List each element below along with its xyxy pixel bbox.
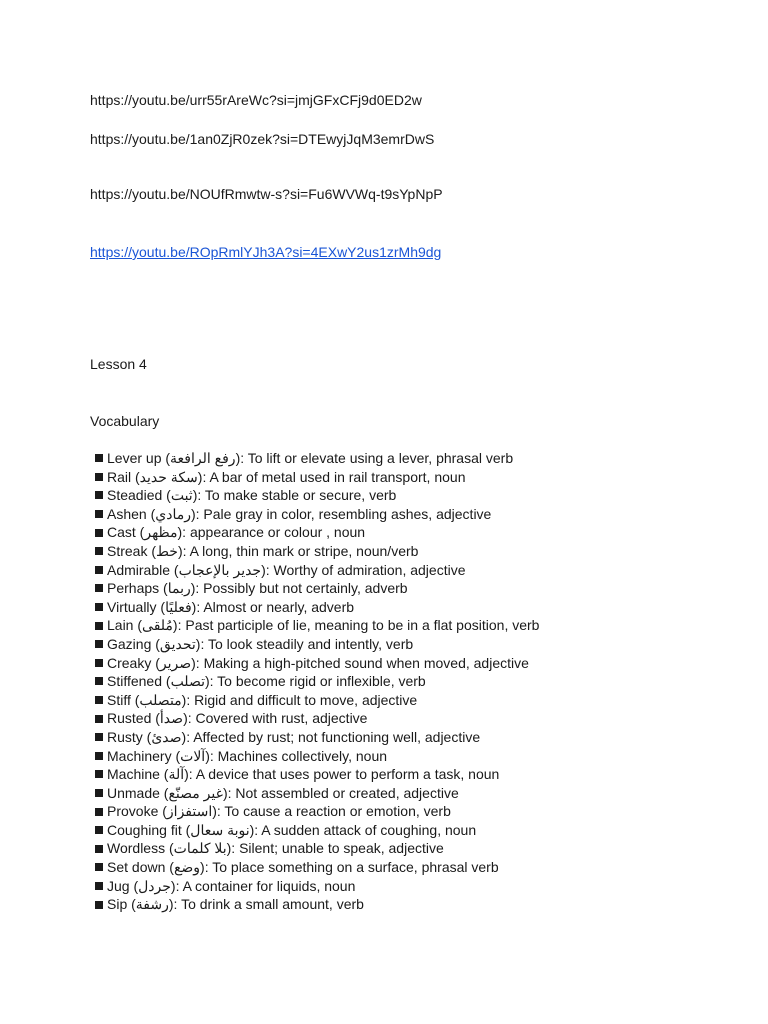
bullet-square-icon [95, 826, 103, 834]
bullet-square-icon [95, 863, 103, 871]
bullet-square-icon [95, 882, 103, 890]
vocabulary-item [95, 802, 539, 821]
vocabulary-entry: Cast (مظهر): appearance or colour , noun [107, 524, 366, 541]
bullet-square-icon [95, 622, 103, 630]
bullet-square-icon [95, 510, 103, 518]
vocabulary-entry: Coughing fit (نوبة سعال): A sudden attack of coughing, noun [107, 821, 477, 838]
vocabulary-entry: Stiffened (تصلب): To become rigid or inflexible, verb [107, 673, 426, 690]
bullet-square-icon [95, 715, 103, 723]
vocabulary-item [95, 691, 539, 710]
vocabulary-item [95, 468, 539, 487]
vocabulary-item [95, 486, 539, 505]
vocabulary-item [95, 839, 539, 858]
bullet-square-icon [95, 603, 103, 611]
vocabulary-item [95, 747, 539, 766]
vocabulary-entry: Steadied (ثبت): To make stable or secure, verb [107, 487, 397, 504]
bullet-square-icon [95, 677, 103, 685]
bullet-square-icon [95, 547, 103, 555]
youtube-hyperlink[interactable]: https://youtu.be/ROpRmlYJh3A?si=4EXwY2us1zrMh9dg [90, 244, 442, 260]
vocabulary-item [95, 709, 539, 728]
vocabulary-item [95, 616, 539, 635]
vocabulary-entry: Rusted (صدأ): Covered with rust, adjective [107, 710, 368, 727]
vocabulary-entry: Machine (آلة): A device that uses power to perform a task, noun [107, 766, 500, 783]
bullet-square-icon [95, 901, 103, 909]
bullet-square-icon [95, 473, 103, 481]
bullet-square-icon [95, 733, 103, 741]
vocabulary-item [95, 654, 539, 673]
vocabulary-item [95, 523, 539, 542]
vocabulary-item [95, 505, 539, 524]
bullet-square-icon [95, 454, 103, 462]
vocabulary-item [95, 821, 539, 840]
vocabulary-entry: Gazing (تحديق): To look steadily and intently, verb [107, 635, 414, 652]
vocabulary-item [95, 728, 539, 747]
vocabulary-item [95, 765, 539, 784]
vocabulary-item [95, 784, 539, 803]
vocabulary-entry: Unmade (غير مصنّع): Not assembled or created, adjective [107, 784, 459, 801]
vocabulary-item [95, 877, 539, 896]
vocabulary-item [95, 561, 539, 580]
vocabulary-entry: Stiff (متصلب): Rigid and difficult to move, adjective [107, 691, 418, 708]
vocabulary-entry: Lain (مُلقى): Past participle of lie, meaning to be in a flat position, verb [107, 617, 540, 634]
vocabulary-entry: Jug (جردل): A container for liquids, noun [107, 877, 356, 894]
bullet-square-icon [95, 696, 103, 704]
vocabulary-entry: Sip (رشفة): To drink a small amount, verb [107, 896, 364, 913]
bullet-square-icon [95, 808, 103, 816]
vocabulary-entry: Rusty (صدئ): Affected by rust; not functioning well, adjective [107, 728, 481, 745]
bullet-square-icon [95, 845, 103, 853]
vocabulary-item [95, 895, 539, 914]
vocabulary-entry: Rail (سكة حديد): A bar of metal used in rail transport, noun [107, 468, 466, 485]
youtube-link-text-2: https://youtu.be/1an0ZjR0zek?si=DTEwyjJqM3emrDwS [90, 131, 435, 147]
vocabulary-entry: Provoke (استفزاز): To cause a reaction or emotion, verb [107, 803, 451, 820]
youtube-link-text-3: https://youtu.be/NOUfRmwtw-s?si=Fu6WVWq-t9sYpNpP [90, 186, 443, 202]
section-title-vocabulary: Vocabulary [90, 413, 160, 429]
vocabulary-item [95, 579, 539, 598]
vocabulary-entry: Perhaps (ربما): Possibly but not certainly, adverb [107, 580, 408, 597]
bullet-square-icon [95, 752, 103, 760]
vocabulary-list [95, 449, 539, 914]
bullet-square-icon [95, 770, 103, 778]
bullet-square-icon [95, 566, 103, 574]
vocabulary-entry: Virtually (فعليًا): Almost or nearly, adverb [107, 598, 355, 615]
vocabulary-entry: Lever up (رفع الرافعة): To lift or elevate using a lever, phrasal verb [107, 450, 514, 466]
bullet-square-icon [95, 529, 103, 537]
bullet-square-icon [95, 584, 103, 592]
vocabulary-item [95, 598, 539, 617]
vocabulary-entry: Ashen (رمادي): Pale gray in color, resembling ashes, adjective [107, 505, 492, 522]
vocabulary-item [95, 858, 539, 877]
vocabulary-item [95, 672, 539, 691]
vocabulary-entry: Admirable (جدير بالإعجاب): Worthy of admiration, adjective [107, 561, 466, 578]
vocabulary-entry: Streak (خط): A long, thin mark or stripe, noun/verb [107, 542, 419, 559]
vocabulary-entry: Wordless (بلا كلمات): Silent; unable to speak, adjective [107, 840, 444, 857]
vocabulary-item [95, 542, 539, 561]
bullet-square-icon [95, 640, 103, 648]
bullet-square-icon [95, 789, 103, 797]
vocabulary-item [95, 449, 539, 468]
vocabulary-entry: Set down (وضع): To place something on a surface, phrasal verb [107, 859, 499, 876]
bullet-square-icon [95, 491, 103, 499]
vocabulary-entry: Machinery (آلات): Machines collectively, noun [107, 747, 388, 764]
lesson-title: Lesson 4 [90, 356, 147, 372]
vocabulary-entry: Creaky (صرير): Making a high-pitched sound when moved, adjective [107, 654, 529, 671]
youtube-link-text-1: https://youtu.be/urr55rAreWc?si=jmjGFxCFj9d0ED2w [90, 92, 422, 108]
vocabulary-item [95, 635, 539, 654]
bullet-square-icon [95, 659, 103, 667]
